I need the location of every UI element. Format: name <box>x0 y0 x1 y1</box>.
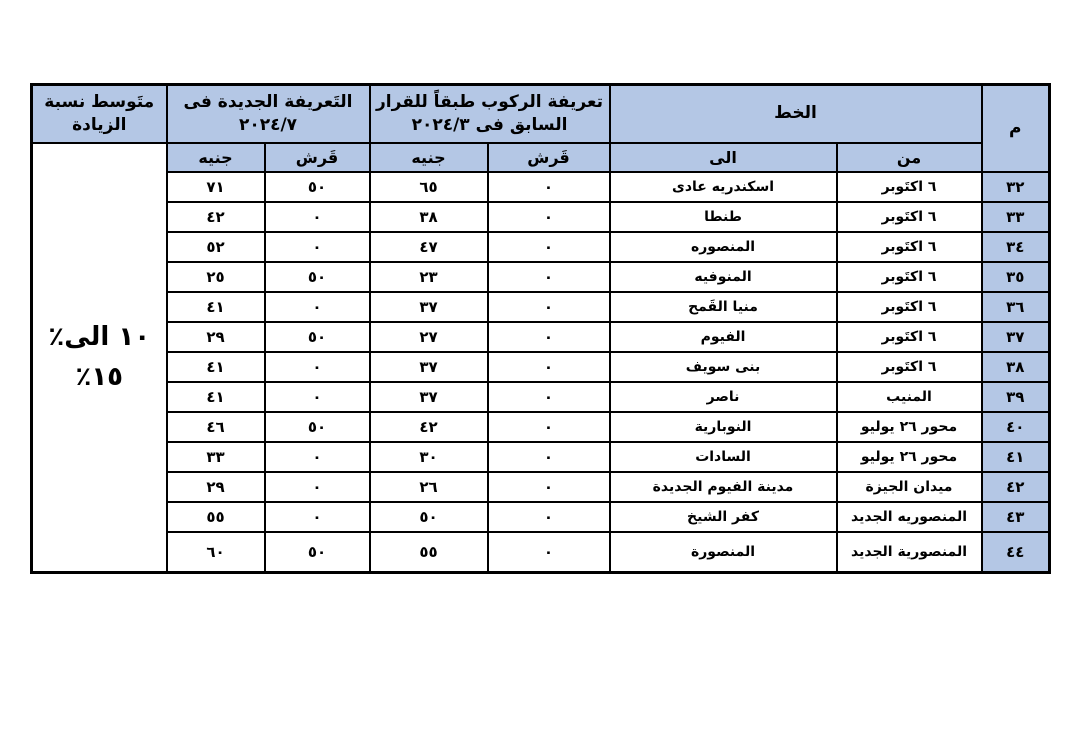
from-cell: المنيب <box>837 382 982 412</box>
avg-increase-value <box>32 143 167 573</box>
to-cell: المنصورة <box>610 532 837 573</box>
to-cell: منيا القَمح <box>610 292 837 322</box>
prev-piasters-cell: ٠ <box>488 382 610 412</box>
prev-pounds-cell: ٢٧ <box>370 322 488 352</box>
new-pounds-cell: ٣٣ <box>167 442 265 472</box>
row-number-cell: ٤١ <box>982 442 1050 472</box>
prev-pounds-cell: ٤٢ <box>370 412 488 442</box>
table-row <box>32 502 1050 532</box>
table-row <box>32 352 1050 382</box>
from-cell: ٦ اكتَوبر <box>837 202 982 232</box>
new-pounds-cell: ٤١ <box>167 352 265 382</box>
to-cell: مدينة الفيوم الجديدة <box>610 472 837 502</box>
header-prev-pounds: جنيه <box>370 143 488 172</box>
header-prev-tariff-line1: تعريفة الركوب طبقاً للقرار <box>376 91 603 112</box>
to-cell: ناصر <box>610 382 837 412</box>
table-row <box>32 172 1050 202</box>
new-pounds-cell: ٤١ <box>167 382 265 412</box>
prev-pounds-cell: ٣٨ <box>370 202 488 232</box>
header-to: الى <box>610 143 837 172</box>
header-avg-increase-line2: الزيادة <box>72 114 127 135</box>
row-number-cell: ٣٤ <box>982 232 1050 262</box>
new-piasters-cell: ٠ <box>265 292 370 322</box>
to-cell: المنوفيه <box>610 262 837 292</box>
row-number-cell: ٤٢ <box>982 472 1050 502</box>
new-pounds-cell: ٢٩ <box>167 322 265 352</box>
header-avg-increase <box>32 85 167 143</box>
new-pounds-cell: ٤٦ <box>167 412 265 442</box>
row-number-cell: ٣٨ <box>982 352 1050 382</box>
prev-piasters-cell: ٠ <box>488 352 610 382</box>
new-piasters-cell: ٠ <box>265 232 370 262</box>
prev-piasters-cell: ٠ <box>488 412 610 442</box>
avg-increase-value-line2: ٪١٥ <box>75 362 124 393</box>
to-cell: السادات <box>610 442 837 472</box>
to-cell: النوبارية <box>610 412 837 442</box>
new-piasters-cell: ٥٠ <box>265 262 370 292</box>
prev-pounds-cell: ٣٠ <box>370 442 488 472</box>
new-piasters-cell: ٠ <box>265 202 370 232</box>
from-cell: المنصوريه الجديد <box>837 502 982 532</box>
from-cell: المنصورية الجديد <box>837 532 982 573</box>
from-cell: محور ٢٦ يوليو <box>837 412 982 442</box>
prev-piasters-cell: ٠ <box>488 502 610 532</box>
prev-piasters-cell: ٠ <box>488 262 610 292</box>
prev-piasters-cell: ٠ <box>488 172 610 202</box>
prev-piasters-cell: ٠ <box>488 202 610 232</box>
from-cell: ٦ اكتَوبر <box>837 352 982 382</box>
header-new-pounds: جنيه <box>167 143 265 172</box>
from-cell: محور ٢٦ يوليو <box>837 442 982 472</box>
prev-piasters-cell: ٠ <box>488 532 610 573</box>
prev-piasters-cell: ٠ <box>488 322 610 352</box>
new-pounds-cell: ٤٢ <box>167 202 265 232</box>
header-prev-tariff-line2: السابق فى ٢٠٢٤/٣ <box>411 114 568 135</box>
row-number-cell: ٣٦ <box>982 292 1050 322</box>
new-piasters-cell: ٥٠ <box>265 172 370 202</box>
header-from: من <box>837 143 982 172</box>
new-piasters-cell: ٥٠ <box>265 322 370 352</box>
new-piasters-cell: ٠ <box>265 502 370 532</box>
from-cell: ٦ اكتَوبر <box>837 322 982 352</box>
from-cell: ميدان الجيزة <box>837 472 982 502</box>
prev-pounds-cell: ٥٠ <box>370 502 488 532</box>
header-new-piasters: قَرش <box>265 143 370 172</box>
table-row <box>32 412 1050 442</box>
new-piasters-cell: ٠ <box>265 442 370 472</box>
row-number-cell: ٣٣ <box>982 202 1050 232</box>
prev-pounds-cell: ٣٧ <box>370 292 488 322</box>
new-pounds-cell: ٢٥ <box>167 262 265 292</box>
row-number-cell: ٣٩ <box>982 382 1050 412</box>
table-row <box>32 262 1050 292</box>
table-row <box>32 472 1050 502</box>
header-new-tariff <box>167 85 370 143</box>
to-cell: المنصوره <box>610 232 837 262</box>
new-pounds-cell: ٧١ <box>167 172 265 202</box>
to-cell: اسكندريه عادى <box>610 172 837 202</box>
row-number-cell: ٤٤ <box>982 532 1050 573</box>
to-cell: كفر الشيخ <box>610 502 837 532</box>
to-cell: طنطا <box>610 202 837 232</box>
from-cell: ٦ اكتَوبر <box>837 232 982 262</box>
header-prev-tariff <box>370 85 610 143</box>
header-new-tariff-line1: التَعريفة الجديدة فى <box>183 91 353 112</box>
new-pounds-cell: ٥٢ <box>167 232 265 262</box>
prev-pounds-cell: ٣٧ <box>370 352 488 382</box>
row-number-cell: ٣٥ <box>982 262 1050 292</box>
prev-pounds-cell: ٣٧ <box>370 382 488 412</box>
new-piasters-cell: ٠ <box>265 472 370 502</box>
prev-pounds-cell: ٤٧ <box>370 232 488 262</box>
prev-piasters-cell: ٠ <box>488 292 610 322</box>
row-number-cell: ٣٢ <box>982 172 1050 202</box>
to-cell: الفيوم <box>610 322 837 352</box>
new-pounds-cell: ٦٠ <box>167 532 265 573</box>
prev-piasters-cell: ٠ <box>488 442 610 472</box>
to-cell: بنى سويف <box>610 352 837 382</box>
new-piasters-cell: ٠ <box>265 352 370 382</box>
row-number-cell: ٤٠ <box>982 412 1050 442</box>
prev-pounds-cell: ٦٥ <box>370 172 488 202</box>
new-piasters-cell: ٥٠ <box>265 412 370 442</box>
table-row <box>32 202 1050 232</box>
prev-pounds-cell: ٢٦ <box>370 472 488 502</box>
from-cell: ٦ اكتَوبر <box>837 292 982 322</box>
prev-piasters-cell: ٠ <box>488 472 610 502</box>
table-row <box>32 382 1050 412</box>
row-number-cell: ٤٣ <box>982 502 1050 532</box>
table-row <box>32 442 1050 472</box>
header-prev-piasters: قَرش <box>488 143 610 172</box>
header-avg-increase-line1: متَوسط نسبة <box>44 91 155 112</box>
table-row <box>32 322 1050 352</box>
new-pounds-cell: ٤١ <box>167 292 265 322</box>
from-cell: ٦ اكتَوبر <box>837 172 982 202</box>
header-new-tariff-line2: ٢٠٢٤/٧ <box>238 114 298 135</box>
new-pounds-cell: ٥٥ <box>167 502 265 532</box>
table-row <box>32 232 1050 262</box>
fare-table <box>30 83 1051 574</box>
header-row-number: م <box>982 85 1050 172</box>
new-pounds-cell: ٢٩ <box>167 472 265 502</box>
from-cell: ٦ اكتَوبر <box>837 262 982 292</box>
row-number-cell: ٣٧ <box>982 322 1050 352</box>
new-piasters-cell: ٥٠ <box>265 532 370 573</box>
header-line-group: الخط <box>610 85 982 143</box>
avg-increase-value-line1: ٪١٠ الى <box>48 321 151 352</box>
prev-pounds-cell: ٢٣ <box>370 262 488 292</box>
table-row <box>32 292 1050 322</box>
prev-piasters-cell: ٠ <box>488 232 610 262</box>
table-row <box>32 532 1050 573</box>
new-piasters-cell: ٠ <box>265 382 370 412</box>
prev-pounds-cell: ٥٥ <box>370 532 488 573</box>
